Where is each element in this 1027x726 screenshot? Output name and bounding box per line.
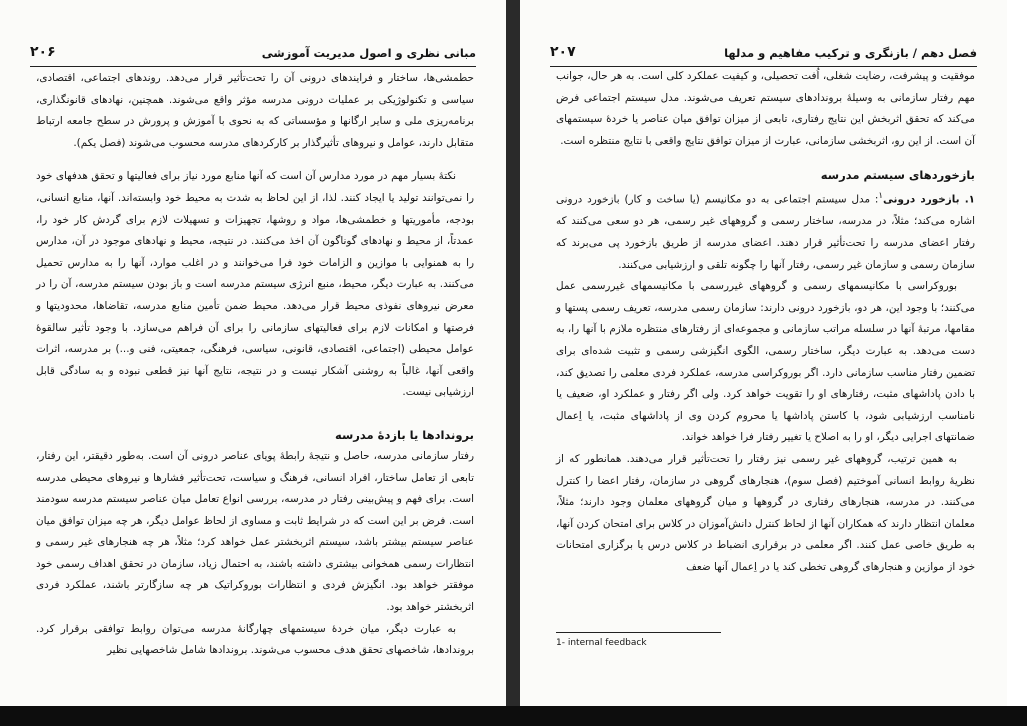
left-section-heading: بروندادها یا بازدهٔ مدرسه bbox=[335, 427, 474, 442]
right-item-1 bbox=[556, 186, 975, 276]
item-1-label: ۱. بازخورد درونی bbox=[883, 193, 975, 206]
right-margin bbox=[1007, 0, 1027, 706]
left-paragraph-3: رفتار سازمانی مدرسه، حاصل و نتیجهٔ رابطهٔ پویای عناصر درونی آن است. به‌طور دقیقتر، این رفتار، تابعی از تعامل ساختار، افراد انسانی، فرهنگ و سیاست، تحت‌تأثیر فشارها و نیروهای محیطی مدرسه است. برای فهم و پیش‌بینی رفتار در مدرسه، بررسی انواع تعامل میان عناصر سیستم مدرسه سودمند است. فرض بر این است که در شرایط ثابت و مساوی از لحاظ عوامل دیگر، هر چه میزان توافق میان عناصر سیستم بیشتر باشد، سیستم اثربخشتر عمل خواهد کرد؛ مثلاً، هر چه هنجارهای غیر رسمی و انتظارات رسمی همخوانی بیشتری داشته باشند، به احتمال زیاد، سازمان در تحقق اهداف رسمی خود موفقتر خواهد بود. انگیزش فردی و انتظارات بوروکراتیک هر چه سازگارتر باشند، عملکرد فردی اثربخشتر خواهد بود. bbox=[36, 449, 474, 614]
right-page-header bbox=[550, 44, 977, 64]
left-page-header bbox=[30, 44, 476, 64]
right-paragraph-1: موفقیت و پیشرفت، رضایت شغلی، اُفت تحصیلی، و کیفیت عملکرد کلی است. به هر حال، جوانب مهم رفتار سازمانی به وسیلهٔ بروندادهای سیستم تعریف می‌شوند. مدل سیستم اجتماعی فرض می‌کند که تحقق اثربخش این نتایج رفتاری، تابعی از میزان توافق میان عناصر یا خردهٔ سیستمهای آن است. از این رو، اثربخشی سازمانی، عبارت از میزان توافق نتایج واقعی با نتایج منتظره است. bbox=[556, 70, 975, 147]
footnote-rule bbox=[556, 632, 721, 633]
footnote-text: 1- internal feedback bbox=[556, 638, 647, 648]
right-body-text bbox=[556, 66, 975, 579]
left-page bbox=[0, 0, 506, 706]
right-header-title: فصل دهم / بازنگری و ترکیب مفاهیم و مدلها bbox=[724, 46, 977, 60]
scan-bottom-edge bbox=[0, 706, 1027, 726]
footnote-marker: ۱ bbox=[878, 191, 884, 202]
left-body-text bbox=[36, 68, 474, 662]
right-paragraph-3: به همین ترتیب، گروههای غیر رسمی نیز رفتار را تحت‌تأثیر قرار می‌دهند. همانطور که از نظریهٔ روابط انسانی آموختیم (فصل سوم)، هنجارهای گروهی در سازمان، رفتار اعضا را کنترل می‌کنند. در مدرسه، هنجارهای رفتاری در گروهها و میان گروههای معلمان وجود دارند؛ مثلاً، معلمان انتظار دارند که همکاران آنها از لحاظ کنترل دانش‌آموزان در کلاس برای امتحان کردن آنها، به طریق خاصی عمل کنند. اگر معلمی در برقراری انضباط در کلاس درس یا برگزاری امتحانات خود از موازین و هنجارهای گروهی تخطی کند یا در اِعمال آنها ضعف bbox=[556, 452, 975, 573]
right-section-heading: بازخوردهای سیستم مدرسه bbox=[820, 168, 975, 183]
left-header-title: مبانی نظری و اصول مدیریت آموزشی bbox=[261, 46, 476, 60]
left-paragraph-2: نکتهٔ بسیار مهم در مورد مدارس آن است که آنها منابع مورد نیاز برای فعالیتها و تحقق هدفهای خود را نمی‌توانند تولید یا ایجاد کنند. لذا، از این لحاظ به شدت به محیط خود وابسته‌اند. آنها، منابع انسانی، بودجه، مأموریتها و خطمشی‌ها، مواد و روشها، تجهیزات و تسهیلات لازم برای گردش کار خود را، عمدتاً، از محیط و نهادهای گوناگون آن اخذ می‌کنند. در نتیجه، محیط و نهادهای موجود در آن، مدارس را به همنوایی با موازین و الزامات خود فرا می‌خوانند و در اغلب موارد، آنها را به مدارس تحمیل می‌کنند. به عبارت دیگر، محیط، منبع انرژی سیستم مدرسه است و باز بودن سیستم مدرسه، آن را در معرض نیروهای نفوذی محیط قرار می‌دهد. محیط ضمن تأمین منابع مدرسه، تقاضاها، محدودیتها و فرصتها و امکانات لازم برای فعالیتهای سازمانی را برای آن فراهم می‌سازد. با وجود تأثیر سالقوهٔ عوامل محیطی (اجتماعی، اقتصادی، قانونی، سیاسی، فرهنگی، جمعیتی، فنی و...) بر مدرسه، اثرات واقعی آنها، غالباً به روشنی آشکار نیست و در نتیجه، نتایج آنها نیز قطعی نبوده و به سادگی قابل ارزشیابی نیست. bbox=[36, 170, 474, 399]
book-gutter bbox=[506, 0, 520, 706]
left-page-number: ۲۰۶ bbox=[30, 44, 56, 60]
left-header-rule bbox=[30, 66, 476, 67]
right-page bbox=[520, 0, 1007, 706]
right-page-number: ۲۰۷ bbox=[550, 44, 576, 60]
left-paragraph-4: به عبارت دیگر، میان خردهٔ سیستمهای چهارگانهٔ مدرسه می‌توان روابط توافقی برقرار کرد. بروندادها، شاخصهای تحقق هدف محسوب می‌شوند. بروندادها شامل شاخصهایی نظیر bbox=[36, 622, 474, 657]
right-paragraph-2: بوروکراسی با مکانیسمهای رسمی و گروههای غیررسمی با مکانیسمهای غیررسمی عمل می‌کنند؛ با وجود این، هر دو، بازخورد درونی دارند: سازمان رسمی مدرسه، تعریف رسمی پستها و مقامها، مرتبهٔ آنها در سلسله مراتب سازمانی و مجموعه‌ای از رفتارهای منتظره ملازم با آنها را، به دست می‌دهد. به عبارت دیگر، ساختار رسمی، الگوی انگیزشی رسمی و تثبیت شده‌ای برای تضمین رفتار مناسب سازمانی دارد. اگر بوروکراسی مدرسه، عملکرد فردی معلمی را تصدیق کند، با دادن پاداشهای مثبت، رفتارهای او را تقویت خواهد کرد. ولی اگر رفتار و عملکرد او، ضعیف یا نامناسب ارزشیابی شود، با کاستن پاداشها یا محروم کردن وی از پاداشهای مثبت، یا اِعمال ضمانتهای اجرایی دیگر، او را به اصلاح یا تغییر رفتار فرا خواهد خواند. bbox=[556, 280, 975, 444]
left-paragraph-1: حطمشی‌ها، ساختار و فرایندهای درونی آن را تحت‌تأثیر قرار می‌دهد. روندهای اجتماعی، اقتصادی، سیاسی و تکنولوژیکی بر عملیات درونی مدرسه مؤثر واقع می‌شوند. همچنین، نهادهای قانونگذاری، برنامه‌ریزی ملی و سایر ارگانها و مؤسساتی که به نحوی با آموزش و پرورش در سطح جامعه ارتباط متقابل دارند، عوامل و نیروهای تأثیرگذار بر کارکردهای مدرسه محسوب می‌شوند (فصل یکم). bbox=[36, 72, 474, 149]
item-1-text: : مدل سیستم اجتماعی به دو مکانیسم (یا ساخت و کار) بازخورد درونی اشاره می‌کند؛ مثلاً، در مدرسه، ساختار رسمی و گروههای غیر رسمی، هر دو سعی می‌کنند که رفتار اعضای مدرسه را تحت‌تأثیر قرار دهند. اعضای مدرسه از طریق بازخورد پی می‌برند که سازمان رسمی و سازمان غیر رسمی، رفتار آنها را چگونه تلقی و ارزشیابی می‌کنند. bbox=[556, 193, 975, 271]
